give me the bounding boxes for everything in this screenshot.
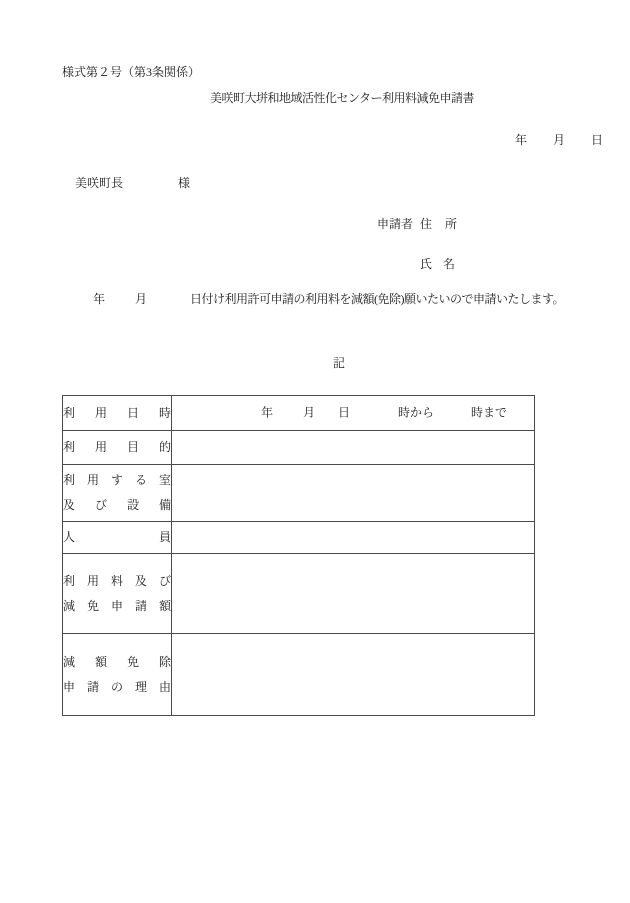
page-title: 美咲町大垪和地域活性化センター利用料減免申請書 <box>210 91 475 105</box>
row-label: 人 員 <box>63 530 171 544</box>
row-label-line-2: 減 免 申 請 額 <box>63 598 171 613</box>
row-label-cell <box>63 554 172 634</box>
row-label: 利 用 目 的 <box>63 440 171 454</box>
table-row-reason-for-reduction <box>63 634 535 716</box>
application-table <box>62 395 535 716</box>
row-label-cell <box>63 465 172 522</box>
table-row-personnel <box>63 522 535 554</box>
table-row-usage-purpose <box>63 431 535 465</box>
table-row-rooms-equipment <box>63 465 535 522</box>
row-label-cell <box>63 522 172 554</box>
row-value-cell <box>172 431 535 465</box>
form-number: 様式第２号（第3条関係） <box>62 65 201 79</box>
table-row-fee-and-reduction-amount <box>63 554 535 634</box>
row-label-cell <box>63 634 172 716</box>
row-value-cell <box>172 465 535 522</box>
cell-time-to-label: 時まで <box>471 405 508 420</box>
row-label-line-2: 及 び 設 備 <box>63 498 171 512</box>
name-label-part-2: 名 <box>443 257 456 271</box>
date-month-label: 月 <box>553 133 566 147</box>
row-value-cell <box>172 522 535 554</box>
applicant-label: 申請者 <box>377 217 414 231</box>
row-value-cell <box>172 396 535 431</box>
table-row-usage-datetime <box>63 396 535 431</box>
row-label: 利 用 日 時 <box>63 405 171 420</box>
date-day-label: 日 <box>591 133 604 147</box>
addressee-honorific: 様 <box>178 176 191 190</box>
row-label-cell <box>63 396 172 431</box>
row-label-line-1: 利 用 料 及 び <box>63 573 171 588</box>
address-label-part-1: 住 <box>420 217 433 231</box>
name-label-part-1: 氏 <box>420 257 433 271</box>
cell-month-label: 月 <box>303 405 316 420</box>
section-marker-ki: 記 <box>333 356 346 370</box>
cell-year-label: 年 <box>261 405 274 420</box>
row-value-cell <box>172 634 535 716</box>
body-month-label: 月 <box>135 292 148 306</box>
body-year-label: 年 <box>93 292 106 306</box>
cell-time-from-label: 時から <box>398 405 435 420</box>
row-label-line-1: 利 用 す る 室 <box>63 473 171 487</box>
cell-day-label: 日 <box>338 405 351 420</box>
address-label-part-2: 所 <box>445 217 458 231</box>
body-sentence: 日付け利用許可申請の利用料を減額(免除)願いたいので申請いたします。 <box>190 292 565 306</box>
date-year-label: 年 <box>515 133 528 147</box>
row-label-line-1: 減 額 免 除 <box>63 654 171 669</box>
row-value-cell <box>172 554 535 634</box>
row-label-line-2: 申 請 の 理 由 <box>63 679 171 694</box>
addressee-name: 美咲町長 <box>75 176 124 190</box>
row-label-cell <box>63 431 172 465</box>
